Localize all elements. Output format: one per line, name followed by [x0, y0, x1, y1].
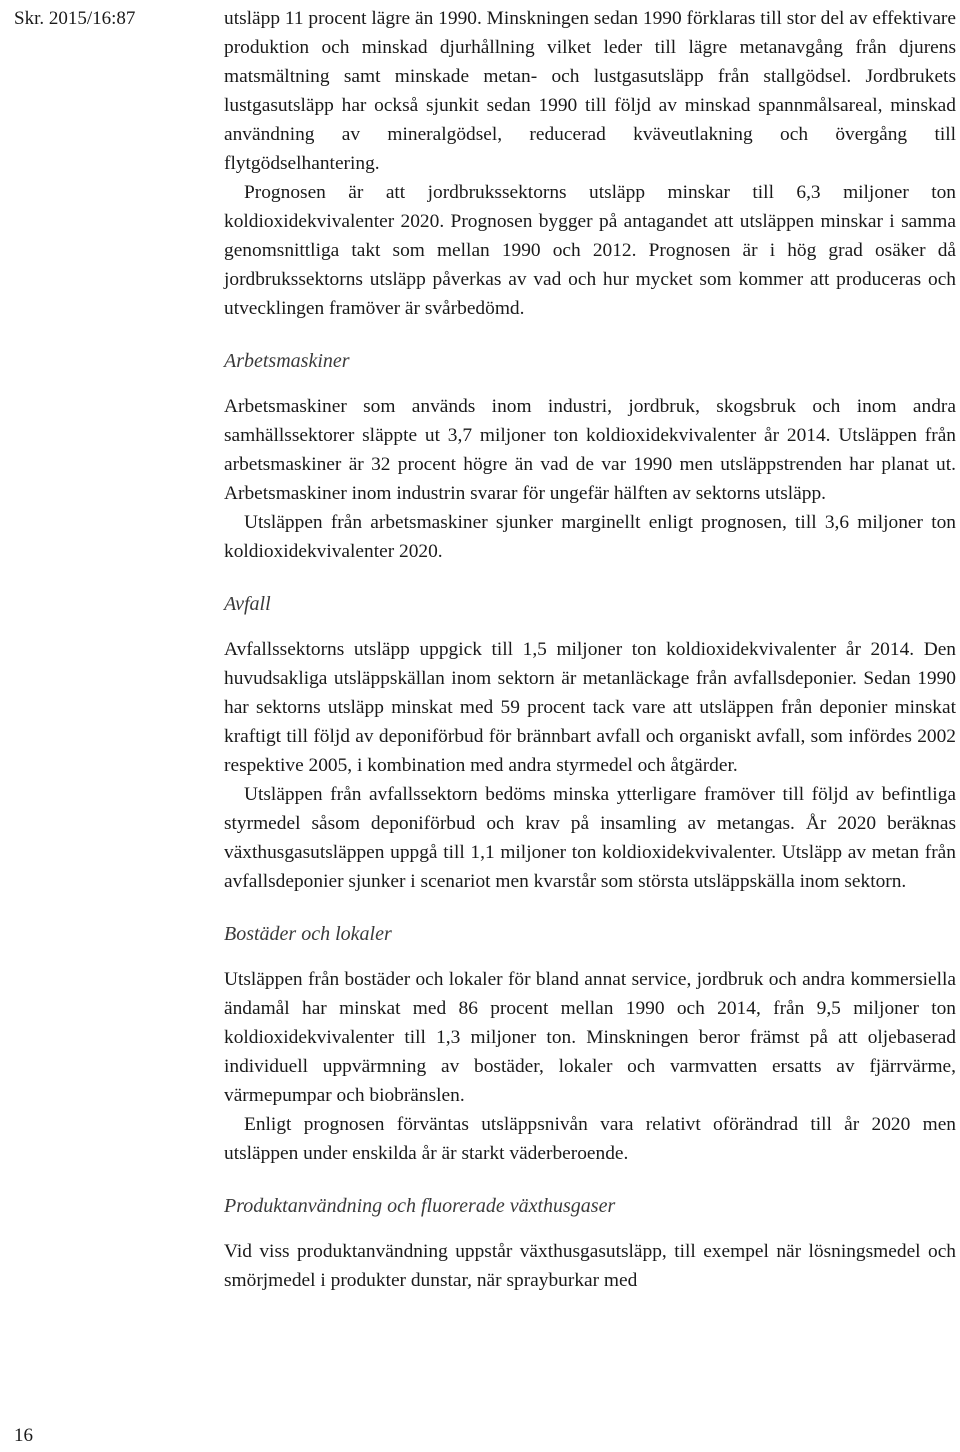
body-paragraph: Arbetsmaskiner som används inom industri, jordbruk, skogsbruk och inom andra samhällssektorer släppte ut 3,7 miljoner ton koldioxidekvivalenter år 2014. Utsläppen från arbetsmaskiner är 32 procent högre än vad de var 1990 men utsläppstrenden har planat ut. Arbetsmaskiner inom industrin svarar för ungefär hälften av sektorns utsläpp. — [224, 396, 956, 504]
section-heading-bostader-och-lokaler: Bostäder och lokaler — [224, 923, 392, 945]
document-reference: Skr. 2015/16:87 — [14, 8, 136, 29]
page-number: 16 — [14, 1425, 33, 1446]
page-content — [224, 4, 956, 1295]
body-paragraph: Utsläppen från arbetsmaskiner sjunker marginellt enligt prognosen, till 3,6 miljoner ton koldioxidekvivalenter 2020. — [224, 512, 956, 562]
body-paragraph: Prognosen är att jordbrukssektorns utsläpp minskar till 6,3 miljoner ton koldioxidekvivalenter 2020. Prognosen bygger på antagandet att utsläppen minskar i samma genomsnittliga takt som mellan 1990 och 2012. Prognosen är i hög grad osäker då jordbrukssektorns utsläpp påverkas av vad och hur mycket som kommer att produceras och utvecklingen framöver är svårbedömd. — [224, 182, 956, 319]
body-paragraph: Avfallssektorns utsläpp uppgick till 1,5 miljoner ton koldioxidekvivalenter år 2014. Den huvudsakliga utsläppskällan inom sektorn är metanläckage från avfallsdeponier. Sedan 1990 har sektorns utsläpp minskat med 59 procent tack vare att utsläppen från deponier minskat kraftigt till följd av deponiförbud för brännbart avfall och organiskt avfall, som infördes 2002 respektive 2005, i kombination med andra styrmedel och åtgärder. — [224, 639, 956, 776]
body-paragraph: Vid viss produktanvändning uppstår växthusgasutsläpp, till exempel när lösningsmedel och smörjmedel i produkter dunstar, när sprayburkar med — [224, 1241, 956, 1291]
section-heading-produktanvandning: Produktanvändning och fluorerade växthusgaser — [224, 1195, 616, 1217]
section-heading-arbetsmaskiner: Arbetsmaskiner — [224, 350, 350, 372]
body-paragraph: Enligt prognosen förväntas utsläppsnivån vara relativt oförändrad till år 2020 men utsläppen under enskilda år är starkt väderberoende. — [224, 1114, 956, 1164]
body-paragraph: Utsläppen från avfallssektorn bedöms minska ytterligare framöver till följd av befintliga styrmedel såsom deponiförbud och krav på insamling av metangas. År 2020 beräknas växthusgasutsläppen uppgå till 1,1 miljoner ton koldioxidekvivalenter. Utsläpp av metan från avfallsdeponier sjunker i scenariot men kvarstår som största utsläppskälla inom sektorn. — [224, 784, 956, 892]
body-paragraph: Utsläppen från bostäder och lokaler för bland annat service, jordbruk och andra kommersiella ändamål har minskat med 86 procent mellan 1990 och 2014, från 9,5 miljoner ton koldioxidekvivalenter till 1,3 miljoner ton. Minskningen beror främst på att oljebaserad individuell uppvärmning av bostäder, lokaler och varmvatten ersatts av fjärrvärme, värmepumpar och biobränslen. — [224, 969, 956, 1106]
section-heading-avfall: Avfall — [224, 593, 271, 615]
body-paragraph: utsläpp 11 procent lägre än 1990. Minskningen sedan 1990 förklaras till stor del av effektivare produktion och minskad djurhållning vilket leder till lägre metanavgång från djurens matsmältning samt minskade metan- och lustgasutsläpp från stallgödsel. Jordbrukets lustgasutsläpp har också sjunkit sedan 1990 till följd av minskad spannmålsareal, minskad användning av mineralgödsel, reducerad kväveutlakning och övergång till flytgödselhantering. — [224, 8, 956, 174]
